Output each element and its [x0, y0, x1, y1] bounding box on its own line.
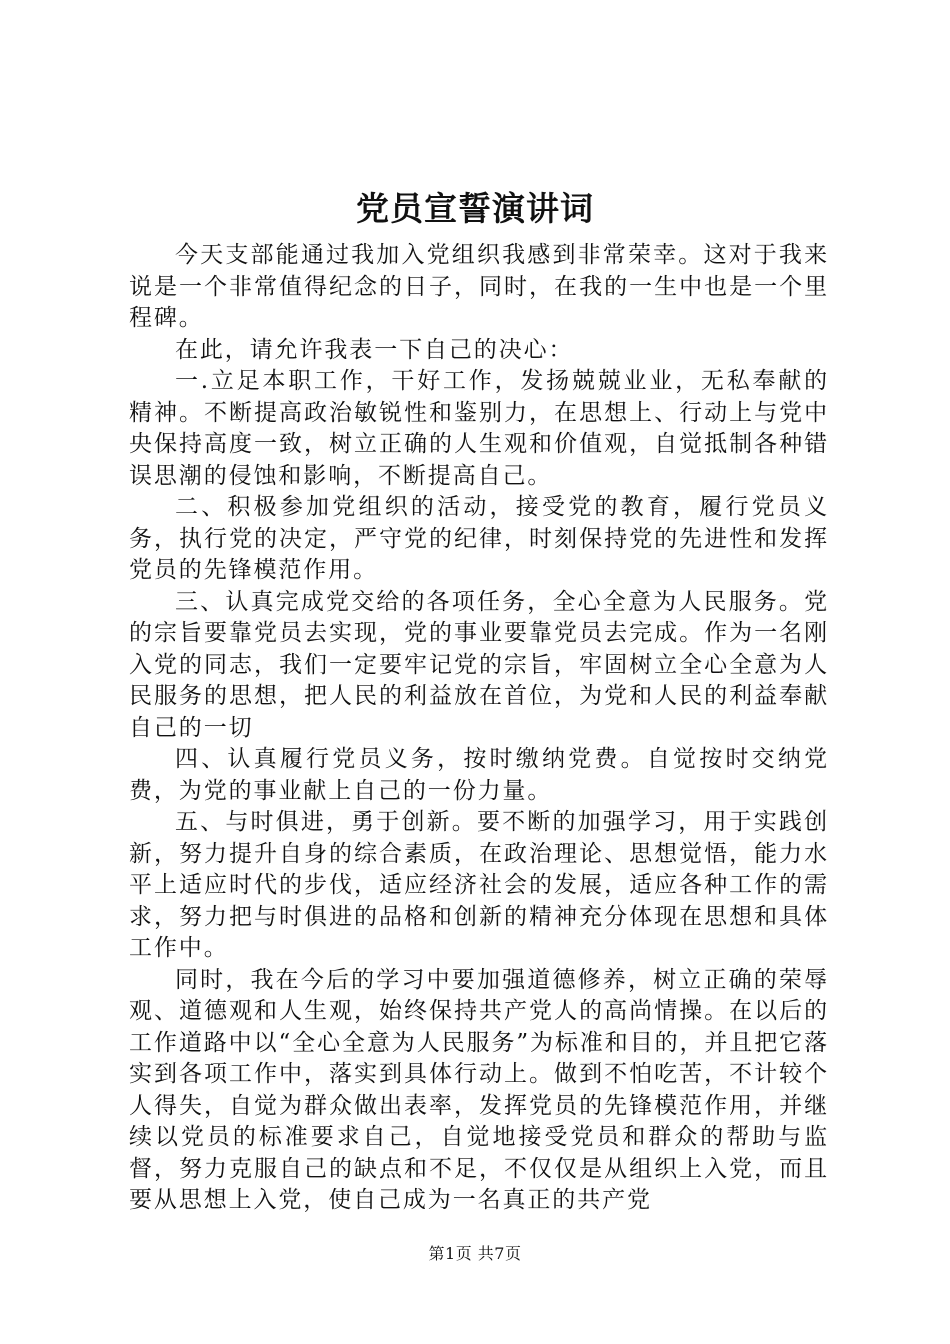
- paragraph: 今天支部能通过我加入党组织我感到非常荣幸。这对于我来说是一个非常值得纪念的日子，同时，在我的一生中也是一个里程碑。: [129, 242, 829, 331]
- document-body: [129, 240, 829, 1217]
- paragraph: 四、认真履行党员义务，按时缴纳党费。自觉按时交纳党费，为党的事业献上自己的一份力量。: [129, 746, 829, 804]
- paragraph: 五、与时俱进，勇于创新。要不断的加强学习，用于实践创新，努力提升自身的综合素质，在政治理论、思想觉悟，能力水平上适应时代的步伐，适应经济社会的发展，适应各种工作的需求，努力把与时俱进的品格和创新的精神充分体现在思想和具体工作中。: [129, 809, 829, 961]
- paragraph: 一.立足本职工作，干好工作，发扬兢兢业业，无私奉献的精神。不断提高政治敏锐性和鉴别力，在思想上、行动上与党中央保持高度一致，树立正确的人生观和价值观，自觉抵制各种错误思潮的侵蚀和影响，不断提高自己。: [129, 368, 829, 489]
- paragraph: 三、认真完成党交给的各项任务，全心全意为人民服务。党的宗旨要靠党员去实现，党的事业要靠党员去完成。作为一名刚入党的同志，我们一定要牢记党的宗旨，牢固树立全心全意为人民服务的思想，把人民的利益放在首位，为党和人民的利益奉献自己的一切: [129, 588, 829, 741]
- paragraph: 在此，请允许我表一下自己的决心：: [175, 336, 574, 363]
- page-number-footer: 第1页 共7页: [428, 1244, 522, 1263]
- paragraph: 同时，我在今后的学习中要加强道德修养，树立正确的荣辱观、道德观和人生观，始终保持共产党人的高尚情操。在以后的工作道路中以“全心全意为人民服务”为标准和目的，并且把它落实到各项工作中，落实到具体行动上。做到不怕吃苦，不计较个人得失，自觉为群众做出表率，发挥党员的先锋模范作用，并继续以党员的标准要求自己，自觉地接受党员和群众的帮助与监督，努力克服自己的缺点和不足，不仅仅是从组织上入党，而且要从思想上入党，使自己成为一名真正的共产党: [129, 966, 829, 1213]
- paragraph: 二、积极参加党组织的活动，接受党的教育，履行党员义务，执行党的决定，严守党的纪律，时刻保持党的先进性和发挥党员的先锋模范作用。: [129, 494, 829, 583]
- document-title: 党员宣誓演讲词: [356, 189, 594, 228]
